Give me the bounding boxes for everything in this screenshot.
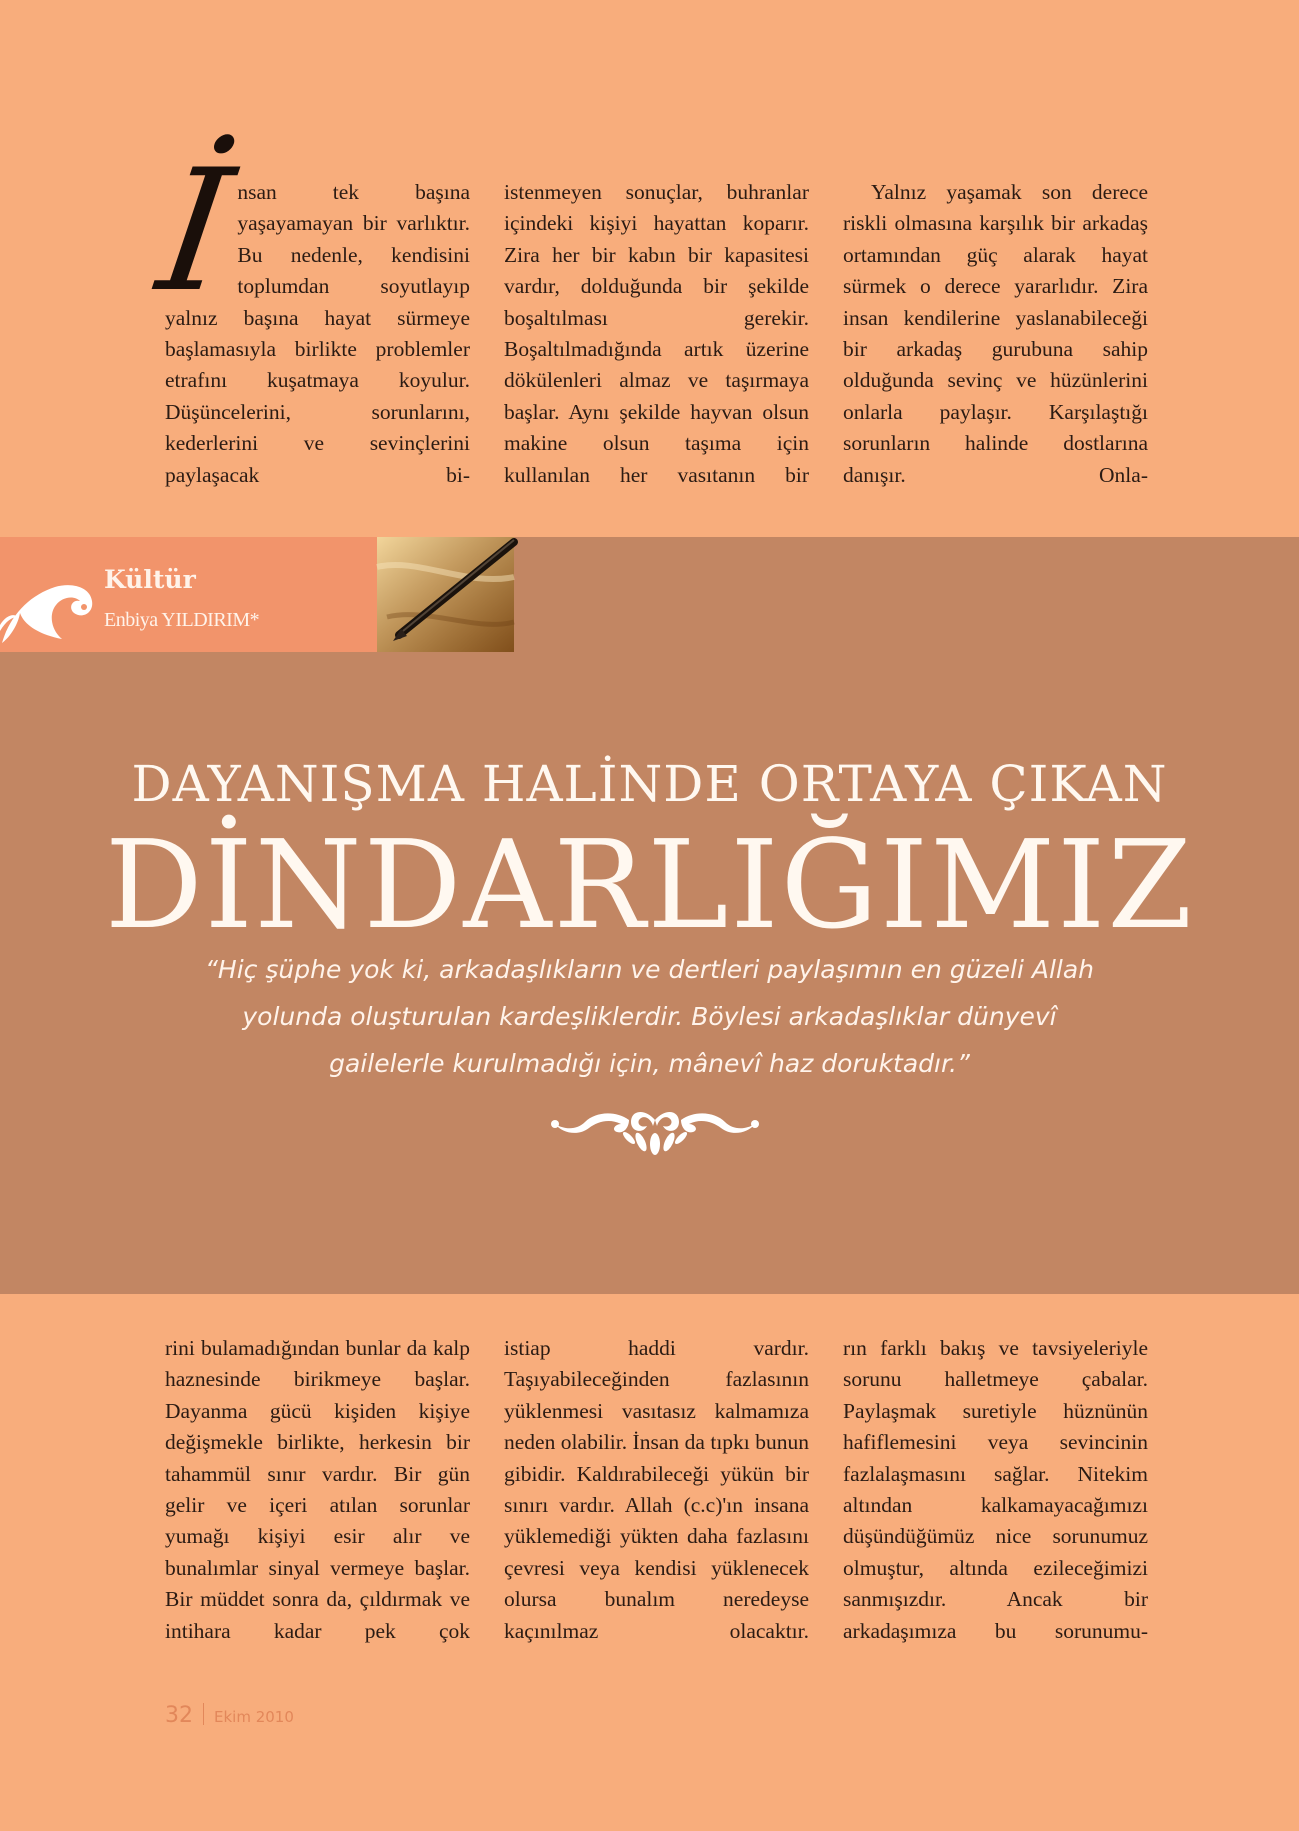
pull-quote: “Hiç şüphe yok ki, arkadaşlıkların ve dertleri paylaşımın en güzeli Allah yolunda oluşturulan kardeşliklerdir. Böylesi arkadaşlıklar dünyevî gailelerle kurulmadığı için, mânevî haz doruktadır.” <box>204 955 1095 1078</box>
drop-cap: İ <box>148 133 243 329</box>
headline-line-1: DAYANIŞMA HALİNDE ORTAYA ÇIKAN <box>131 755 1168 813</box>
article-column-1-bottom <box>165 1333 470 1653</box>
article-column-2-top <box>504 177 809 497</box>
page-number: 32 <box>165 1703 193 1728</box>
ornament-icon <box>545 1100 765 1175</box>
pen-photo <box>377 537 514 652</box>
article-column-3-top <box>843 177 1148 497</box>
issue-date: Ekim 2010 <box>214 1708 294 1726</box>
article-text: rın farklı bakış ve tavsiyeleriyle sorunu halletmeye çabalar. Paylaşmak suretiyle hüznünün hafiflemesini veya sevincinin fazlalaşmasını sağlar. Nitekim altından kalkamayacağımızı düşündüğümüz nice sorunumuz olmuştur, altında ezileceğimizi sanmışızdır. Ancak bir arkadaşımıza bu sorunumu- <box>843 1336 1148 1643</box>
article-text: istenmeyen sonuçlar, buhranlar içindeki kişiyi hayattan koparır. Zira her bir kabın bir kapasitesi vardır, dolduğunda bir şekilde boşaltılması gerekir. Boşaltılmadığında artık üzerine dökülenleri almaz ve taşırmaya başlar. Aynı şekilde hayvan olsun makine olsun taşıma için kullanılan her vasıtanın bir <box>504 180 809 487</box>
article-column-2-bottom <box>504 1333 809 1653</box>
article-text: rini bulamadığından bunlar da kalp haznesinde birikmeye başlar. Dayanma gücü kişiden kişiye değişmekle birlikte, herkesin bir tahammül sınır vardır. Bir gün gelir ve içeri atılan sorunlar yumağı kişiyi esir alır ve bunalımlar sinyal vermeye başlar. Bir müddet sonra da, çıldırmak ve intihara kadar pek çok <box>165 1336 470 1643</box>
flourish-icon <box>0 555 100 650</box>
headline-line-2: DİNDARLIĞIMIZ <box>104 814 1195 956</box>
article-text: Yalnız yaşamak son derece riskli olmasına karşılık bir arkadaş ortamından güç alarak hayat sürmek o derece yararlıdır. Zira insan kendilerine yaslanabileceği bir arkadaş gurubuna sahip olduğunda sevinç ve hüzünlerini onlarla paylaşır. Karşılaştığı sorunların halinde dostlarına danışır. Onla- <box>843 180 1148 487</box>
pen-icon <box>377 537 514 652</box>
article-column-3-bottom <box>843 1333 1148 1653</box>
article-column-1-top <box>148 133 470 497</box>
category-label: Kültür <box>104 565 196 594</box>
article-text: istiap haddi vardır. Taşıyabileceğinden fazlasının yüklenmesi vasıtasız kalmamıza neden olabilir. İnsan da tıpkı bunun gibidir. Kaldırabileceği yükün bir sınırı vardır. Allah (c.c)'ın insana yüklemediği yükten daha fazlasını çevresi veya kendisi yüklenecek olursa bunalım neredeyse kaçınılmaz olacaktır. <box>504 1336 809 1643</box>
author-name: Enbiya YILDIRIM* <box>104 609 260 631</box>
page-footer <box>165 1703 294 1728</box>
footer-divider <box>203 1703 204 1725</box>
article-text: nsan tek başına yaşayamayan bir varlıktır. Bu nedenle, kendisini toplumdan soyutlayıp yalnız başına hayat sürmeye başlamasıyla birlikte problemler etrafını kuşatmaya koyulur. Düşüncelerini, sorunlarını, kederlerini ve sevinçlerini paylaşacak bi- <box>165 180 470 487</box>
